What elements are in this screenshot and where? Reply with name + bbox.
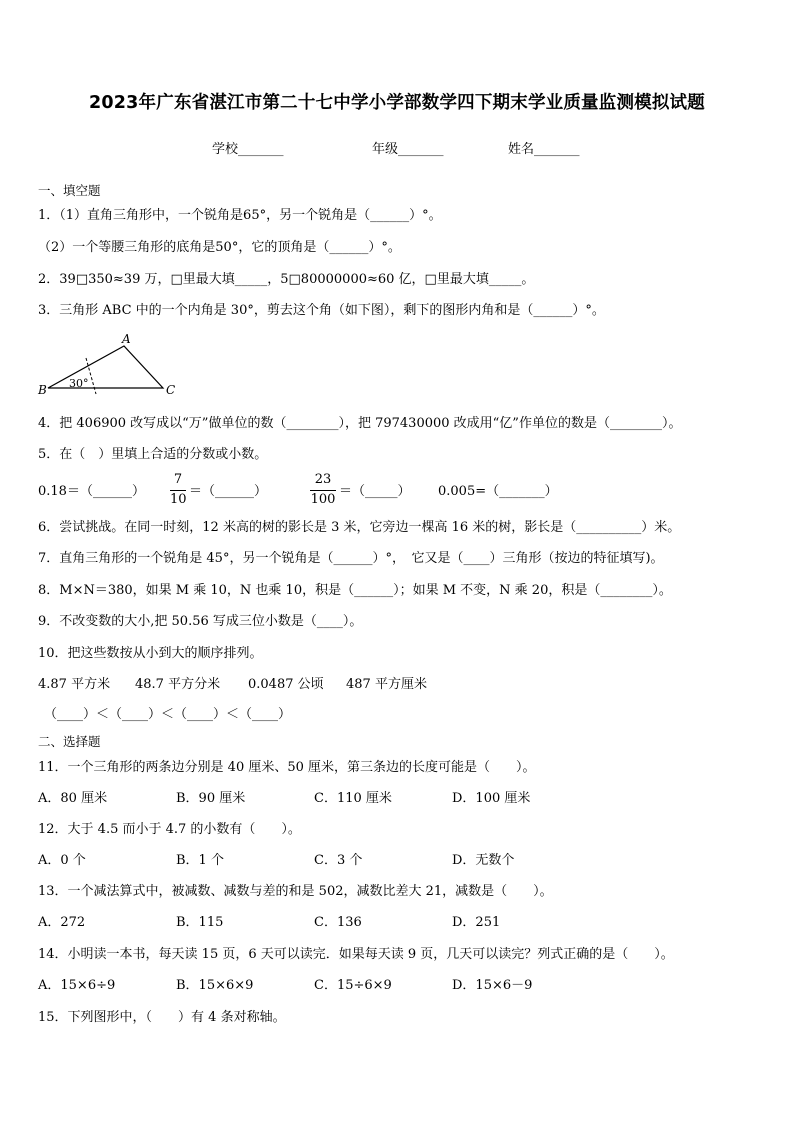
q5-item-1: 0.18＝（______） (38, 484, 145, 499)
option-c: C．15÷6×9 (314, 978, 392, 993)
triangle-abc (48, 346, 163, 388)
option-a: A．272 (38, 915, 86, 930)
option-b: B．1 个 (176, 853, 224, 868)
question-5: 5．在（ ）里填上合适的分数或小数。 (38, 447, 268, 462)
question-7: 7．直角三角形的一个锐角是 45°，另一个锐角是（______）°， 它又是（____）三角形（按边的特征填写)。 (38, 551, 664, 566)
question-1a: 1．（1）直角三角形中，一个锐角是65°，另一个锐角是（______）°。 (38, 208, 442, 223)
option-c: C．3 个 (314, 853, 363, 868)
q10-blanks: （____）＜（____）＜（____）＜（____） (44, 707, 292, 722)
fraction-bar (170, 490, 186, 491)
question-9: 9．不改变数的大小,把 50.56 写成三位小数是（____）。 (38, 614, 363, 629)
q10-item: 0.0487 公顷 (248, 677, 324, 692)
triangle-figure (36, 330, 186, 400)
option-d: D．251 (452, 915, 501, 930)
question-11: 11．一个三角形的两条边分别是 40 厘米、50 厘米，第三条边的长度可能是（ ）。 (38, 760, 536, 775)
q10-item: 487 平方厘米 (346, 677, 427, 692)
question-3: 3．三角形 ABC 中的一个内角是 30°，剪去这个角（如下图），剩下的图形内角和是（______）°。 (38, 303, 605, 318)
option-c: C．136 (314, 915, 362, 930)
question-15: 15．下列图形中，（ ）有 4 条对称轴。 (38, 1010, 286, 1025)
grade-field[interactable]: 年级_______ (372, 142, 444, 157)
q5-item-4: 0.005=（_______） (438, 484, 558, 499)
question-12: 12．大于 4.5 而小于 4.7 的小数有（ ）。 (38, 822, 301, 837)
fraction-denominator: 10 (170, 492, 187, 507)
question-6: 6．尝试挑战。在同一时刻，12 米高的树的影长是 3 米，它旁边一棵高 16 米的树，影长是（__________）米。 (38, 520, 681, 535)
question-13: 13．一个减法算式中，被减数、减数与差的和是 502，减数比差大 21，减数是（ ）。 (38, 884, 553, 899)
fraction-numerator: 7 (173, 472, 183, 487)
fraction-numerator: 23 (314, 472, 332, 487)
angle-label: 30° (69, 377, 89, 390)
section-fill-heading: 一、填空题 (38, 183, 101, 198)
question-1b: （2）一个等腰三角形的底角是50°，它的顶角是（______）°。 (38, 240, 401, 255)
q10-item: 4.87 平方米 (38, 677, 111, 692)
fraction-denominator: 100 (310, 492, 336, 507)
fraction-bar (310, 490, 336, 491)
q5-item-2: ＝（______） (189, 484, 268, 499)
option-d: D．100 厘米 (452, 791, 531, 806)
option-a: A．15×6÷9 (38, 978, 116, 993)
option-d: D．无数个 (452, 853, 515, 868)
q10-item: 48.7 平方分米 (135, 677, 221, 692)
school-field[interactable]: 学校_______ (212, 142, 284, 157)
option-b: B．115 (176, 915, 224, 930)
vertex-c-label: C (166, 383, 176, 397)
question-10: 10．把这些数按从小到大的顺序排列。 (38, 646, 263, 661)
fraction-7-10 (170, 472, 186, 508)
section-choice-heading: 二、选择题 (38, 734, 101, 749)
name-field[interactable]: 姓名_______ (508, 142, 580, 157)
option-d: D．15×6－9 (452, 978, 533, 993)
q5-item-3: ＝（_____） (339, 484, 411, 499)
exam-title: 2023年广东省湛江市第二十七中学小学部数学四下期末学业质量监测模拟试题 (89, 93, 705, 113)
option-c: C．110 厘米 (314, 791, 392, 806)
vertex-a-label: A (122, 332, 131, 346)
option-a: A．0 个 (38, 853, 86, 868)
option-b: B．15×6×9 (176, 978, 254, 993)
fraction-23-100 (310, 472, 336, 508)
question-2: 2．39□350≈39 万，□里最大填_____，5□80000000≈60 亿，□里最大填_____。 (38, 272, 535, 287)
option-a: A．80 厘米 (38, 791, 108, 806)
question-14: 14．小明读一本书，每天读 15 页，6 天可以读完．如果每天读 9 页，几天可以读完？列式正确的是（ ）。 (38, 947, 674, 962)
question-4: 4．把 406900 改写成以“万”做单位的数（________），把 797430000 改成用“亿”作单位的数是（________）。 (38, 416, 682, 431)
option-b: B．90 厘米 (176, 791, 246, 806)
vertex-b-label: B (38, 383, 47, 397)
question-8: 8．M×N＝380，如果 M 乘 10，N 也乘 10，积是（______）；如果 M 不变，N 乘 20，积是（________）。 (38, 583, 672, 598)
